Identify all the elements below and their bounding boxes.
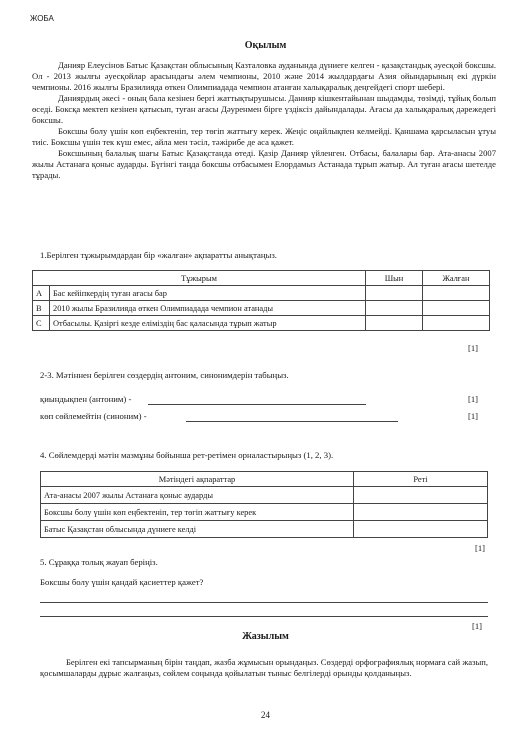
task1-prompt: 1.Берілген тұжырымдардан бір «жалған» ақпаратты анықтаңыз. [40, 250, 277, 260]
antonym-label: қиындықпен (антоним) - [40, 394, 132, 404]
table-row [33, 316, 490, 331]
paragraph-3: Боксшы болу үшін көп еңбектеніп, тер төгіп жаттығу керек. Жеңіс оңайлықпен келмейді. Қаншама қарсыласын ұтуы тиіс. Боксшы үшін тек күш емес, айла мен тәсіл, тәжірибе де аса қажет. [32, 126, 496, 147]
reading-title: Оқылым [244, 40, 287, 51]
synonym-label: көп сөйлемейтін (синоним) - [40, 411, 147, 421]
false-checkbox-cell[interactable] [423, 301, 490, 316]
task4-header-info: Мәтіндегі ақпараттар [41, 472, 354, 487]
task5-question: Боксшы болу үшін қандай қасиеттер қажет? [40, 577, 204, 587]
row-text: 2010 жылы Бразилияда өткен Олимпиадада чемпион атанады [50, 301, 366, 316]
task1-header-false: Жалған [423, 271, 490, 286]
writing-text [40, 657, 488, 679]
page-number: 24 [261, 710, 270, 720]
task4-prompt: 4. Сөйлемдерді мәтін мазмұны бойынша рет-ретімен орналастырыңыз (1, 2, 3). [40, 450, 334, 460]
writing-instructions: Берілген екі тапсырманың бірін таңдап, жазба жұмысын орындаңыз. Сөздерді орфографиялық нормаға сай жазып, қосымшаларды дұрыс жалғаңыз, сөйлем соңында қойылатын тыныс белгілерді орынды қолданыңыз. [40, 657, 488, 678]
task1-header-statement: Тұжырым [33, 271, 366, 286]
task5-prompt: 5. Сұраққа толық жауап беріңіз. [40, 557, 158, 567]
table-row [33, 301, 490, 316]
row-text: Бас кейіпкердің туған ағасы бар [50, 286, 366, 301]
row-letter: A [33, 286, 50, 301]
task23-prompt: 2-3. Мәтіннен берілген сөздердің антоним, синонимдерін табыңыз. [40, 370, 289, 380]
synonym-answer-line[interactable] [186, 421, 398, 422]
info-cell: Батыс Қазақстан облысында дүниеге келді [41, 521, 354, 538]
antonym-mark: [1] [468, 394, 479, 404]
writing-title: Жазылым [242, 631, 289, 642]
paragraph-1: Данияр Елеусінов Батыс Қазақстан облысының Казталовка ауданында дүниеге келген - қазақстандық әуесқой боксшы. Ол - 2013 жылғы әуесқойлар арасындағы әлем чемпионы, 2010 және 2014 жылдардағы Азия ойындарының екі дүркін чемпионы. 2016 жылғы Бразилияда өткен Олимпиадада чемпион атанған халықаралық деңгейдегі спорт шебері. [32, 60, 496, 92]
task1-table [32, 270, 490, 331]
table-row [41, 521, 488, 538]
order-input-cell[interactable] [354, 487, 488, 504]
synonym-mark: [1] [468, 411, 479, 421]
task1-mark: [1] [468, 343, 479, 353]
header-label: ЖОБА [30, 14, 54, 23]
row-letter: C [33, 316, 50, 331]
table-row [33, 286, 490, 301]
answer-line-1[interactable] [40, 602, 488, 603]
paragraph-2: Даниярдың әкесі - оның бала кезінен бергі жаттықтырушысы. Данияр кішкентайынан шыдамды, төзімді, тұйық болып өседі. Боксқа мектеп кезінен қатысып, туған ағасы Дәуренмен бірге үздіксіз дайындалады. Ағасы да халықаралық дәрежедегі боксшы. [32, 93, 496, 125]
task4-table [40, 471, 488, 538]
true-checkbox-cell[interactable] [366, 316, 423, 331]
paragraph-4: Боксшының балалық шағы Батыс Қазақстанда өтеді. Қазір Данияр үйленген. Отбасы, балалары бар. Ата-анасы 2007 жылы Астанаға қоныс аударды. Бүгінгі таңда боксшы отбасымен Елордамыз Астанада тұрып жатыр. Ал туған ағасы шетелде тұрады. [32, 148, 496, 180]
order-input-cell[interactable] [354, 521, 488, 538]
task4-header-order: Реті [354, 472, 488, 487]
task4-mark: [1] [475, 543, 486, 553]
false-checkbox-cell[interactable] [423, 286, 490, 301]
order-input-cell[interactable] [354, 504, 488, 521]
info-cell: Ата-анасы 2007 жылы Астанаға қоныс аударды [41, 487, 354, 504]
antonym-answer-line[interactable] [148, 404, 366, 405]
true-checkbox-cell[interactable] [366, 286, 423, 301]
true-checkbox-cell[interactable] [366, 301, 423, 316]
false-checkbox-cell[interactable] [423, 316, 490, 331]
row-letter: B [33, 301, 50, 316]
task1-header-true: Шын [366, 271, 423, 286]
table-row [41, 487, 488, 504]
reading-text [32, 60, 496, 181]
table-row [41, 504, 488, 521]
row-text: Отбасылы. Қазіргі кезде еліміздің бас қаласында тұрып жатыр [50, 316, 366, 331]
task5-mark: [1] [472, 621, 483, 631]
answer-line-2[interactable] [40, 616, 488, 617]
info-cell: Боксшы болу үшін көп еңбектеніп, тер төгіп жаттығу керек [41, 504, 354, 521]
